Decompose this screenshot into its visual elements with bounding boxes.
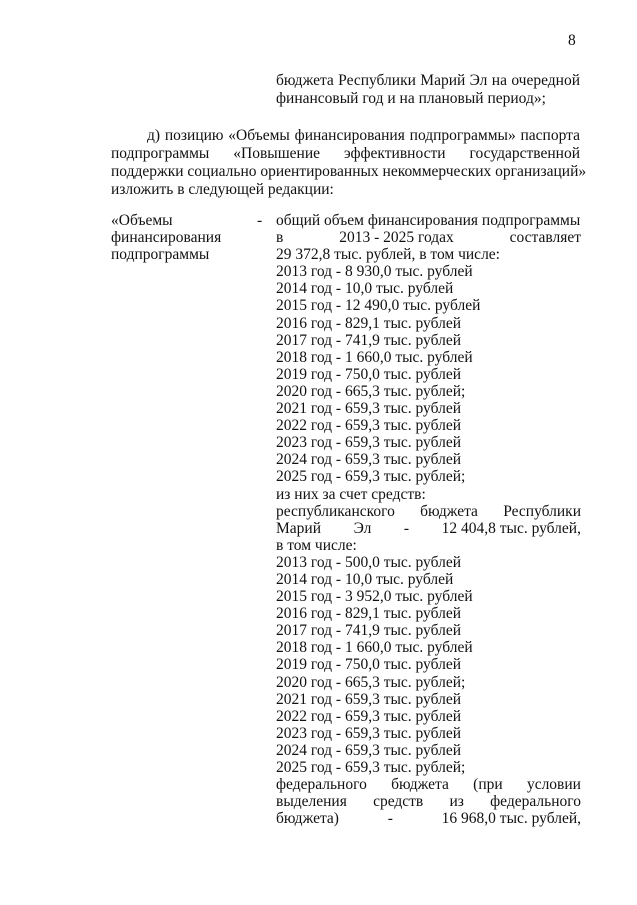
instruction-line: поддержки социально ориентированных некоммерческих организаций» [111,163,587,180]
republic-year-line: 2025 год - 659,3 тыс. рублей; [276,759,466,776]
funding-description [276,212,581,827]
total-year-line: 2017 год - 741,9 тыс. рублей [276,331,462,349]
republic-year-line: 2018 год - 1 660,0 тыс. рублей [276,639,473,657]
republic-year-line: 2013 год - 500,0 тыс. рублей [276,553,462,571]
republic-year-line: 2023 год - 659,3 тыс. рублей [276,724,462,742]
federal-condition-line [276,793,581,810]
word: выделения [276,793,347,811]
word: - [403,519,410,537]
instruction-line: подпрограммы «Повышение эффективности государственной [111,145,580,162]
republic-year-line: 2021 год - 659,3 тыс. рублей [276,690,462,708]
total-year-line: 2016 год - 829,1 тыс. рублей [276,314,462,332]
word: федерального [490,793,581,811]
continuation-line: финансовый год и на плановый период»; [276,90,546,107]
word: Республики [503,502,581,520]
republic-year-line: 2022 год - 659,3 тыс. рублей [276,707,462,725]
instruction-paragraph [111,127,587,199]
position-label-line: подпрограммы [111,246,210,264]
republic-year-line: 2015 год - 3 952,0 тыс. рублей [276,588,473,606]
total-year-line: 2020 год - 665,3 тыс. рублей; [276,382,466,400]
continuation-text [276,72,580,108]
word: республиканского [276,502,395,520]
total-year-line: 2025 год - 659,3 тыс. рублей; [276,468,466,486]
word: (при [473,776,503,794]
word: бюджета) [276,810,339,828]
word: 12 404,8 тыс. рублей, [441,519,581,537]
republic-including-line: в том числе: [276,536,357,554]
funds-intro-line: из них за счет средств: [276,485,426,503]
republic-year-line: 2017 год - 741,9 тыс. рублей [276,622,462,640]
separator-dash: - [257,212,263,229]
word: Эл [353,519,372,537]
total-period-line [276,229,581,246]
word: составляет [509,229,581,247]
republic-year-line: 2016 год - 829,1 тыс. рублей [276,605,462,623]
federal-budget-line [276,776,581,793]
federal-amount-line [276,810,581,827]
word: из [449,793,464,811]
total-year-line: 2024 год - 659,3 тыс. рублей [276,451,462,469]
word: 16 968,0 тыс. рублей, [441,810,581,828]
total-amount-line: 29 372,8 тыс. рублей, в том числе: [276,246,500,264]
word: - [387,810,393,828]
continuation-line: бюджета Республики Марий Эл на очередной [276,72,580,89]
word: бюджета [420,502,478,520]
word: Марий [276,519,322,537]
page-number: 8 [568,32,576,49]
total-year-line: 2023 год - 659,3 тыс. рублей [276,434,462,452]
total-year-line: 2015 год - 12 490,0 тыс. рублей [276,297,481,315]
word: 2013 - 2025 годах [339,229,454,247]
republic-year-line: 2024 год - 659,3 тыс. рублей [276,741,462,759]
republic-budget-line [276,503,581,520]
instruction-line: д) позицию «Объемы финансирования подпрограммы» паспорта [147,127,580,144]
total-year-line: 2014 год - 10,0 тыс. рублей [276,280,454,298]
total-year-line: 2013 год - 8 930,0 тыс. рублей [276,263,473,281]
position-label [111,212,261,263]
total-year-line: 2022 год - 659,3 тыс. рублей [276,417,462,435]
total-year-line: 2018 год - 1 660,0 тыс. рублей [276,348,473,366]
word: бюджета [391,776,449,794]
position-label-line: «Объемы [111,212,173,229]
instruction-line: изложить в следующей редакции: [111,181,334,198]
word: средств [373,793,424,811]
position-label-line: финансирования [111,229,222,247]
word: в [276,229,284,247]
word: федерального [276,776,367,794]
republic-amount-line [276,520,581,537]
total-year-line: 2019 год - 750,0 тыс. рублей [276,365,462,383]
republic-year-line: 2020 год - 665,3 тыс. рублей; [276,673,466,691]
total-intro-line: общий объем финансирования подпрограммы [276,212,581,229]
word: условии [526,776,581,794]
total-year-line: 2021 год - 659,3 тыс. рублей [276,400,462,418]
republic-year-line: 2019 год - 750,0 тыс. рублей [276,656,462,674]
republic-year-line: 2014 год - 10,0 тыс. рублей [276,570,454,588]
